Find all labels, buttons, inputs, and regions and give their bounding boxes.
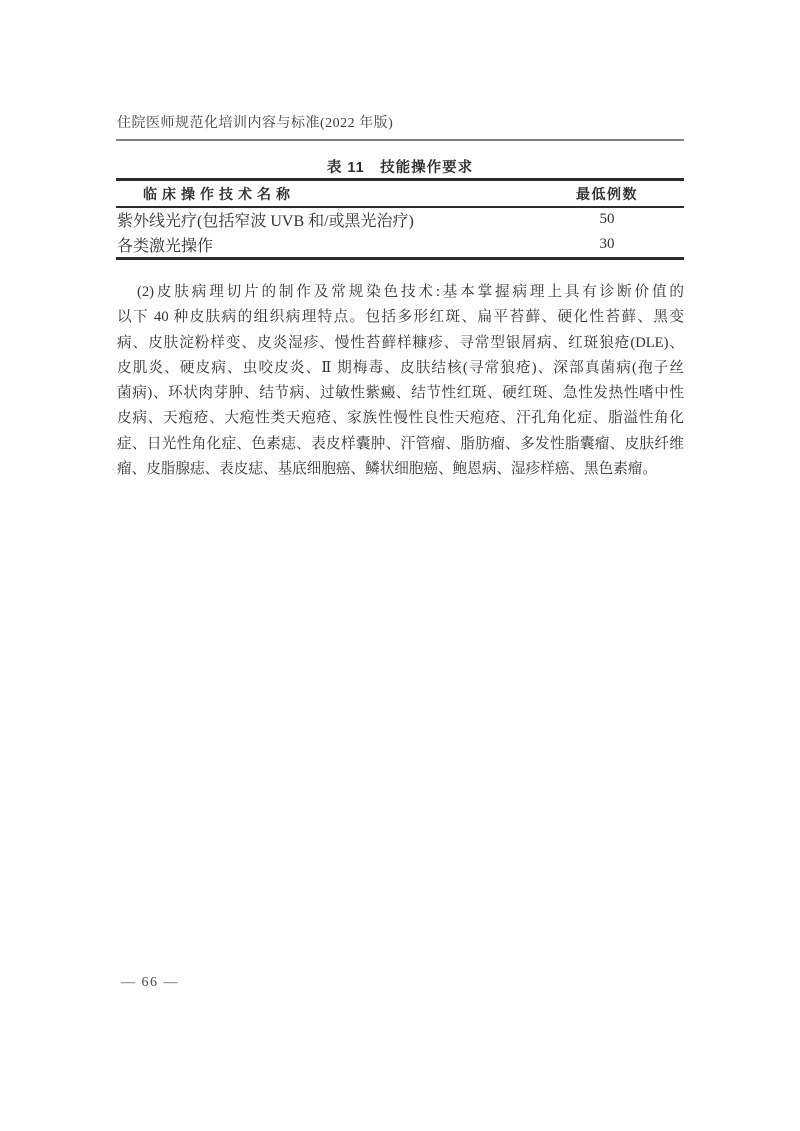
paragraph-line: 瘤、皮脂腺痣、表皮痣、基底细胞癌、鳞状细胞癌、鲍恩病、湿疹样癌、黑色素瘤。 bbox=[117, 461, 657, 478]
paragraph-line: 以下 40 种皮肤病的组织病理特点。包括多形红斑、扁平苔藓、硬化性苔藓、黑变 bbox=[117, 309, 684, 326]
table-bottom-rule bbox=[116, 257, 684, 260]
paragraph-line: 病、皮肤淀粉样变、皮炎湿疹、慢性苔藓样糠疹、寻常型银屑病、红斑狼疮(DLE)、 bbox=[117, 334, 684, 351]
column-header-operation-name: 临床操作技术名称 bbox=[143, 185, 295, 202]
table-row bbox=[116, 232, 684, 257]
table-row bbox=[116, 208, 684, 233]
operation-name-cell: 紫外线光疗(包括窄波 UVB 和/或黑光治疗) bbox=[117, 213, 414, 231]
skills-requirements-table bbox=[116, 178, 684, 260]
paragraph-line: 皮病、天疱疮、大疱性类天疱疮、家族性慢性良性天疱疮、汗孔角化症、脂溢性角化 bbox=[117, 410, 684, 427]
operation-name-cell: 各类激光操作 bbox=[117, 237, 214, 255]
body-paragraph bbox=[117, 280, 684, 482]
column-header-min-cases: 最低例数 bbox=[576, 185, 638, 202]
page-number: — 66 — bbox=[121, 975, 179, 990]
table-header-row bbox=[116, 181, 684, 206]
paragraph-line: 菌病)、环状肉芽肿、结节病、过敏性紫癜、结节性红斑、硬红斑、急性发热性嗜中性 bbox=[117, 385, 684, 402]
paragraph-line: (2)皮肤病理切片的制作及常规染色技术:基本掌握病理上具有诊断价值的 bbox=[137, 284, 684, 300]
min-cases-cell: 30 bbox=[599, 235, 615, 252]
running-header: 住院医师规范化培训内容与标准(2022 年版) bbox=[117, 116, 394, 131]
paragraph-line: 皮肌炎、硬皮病、虫咬皮炎、Ⅱ 期梅毒、皮肤结核(寻常狼疮)、深部真菌病(孢子丝 bbox=[117, 359, 684, 376]
running-header-rule bbox=[116, 139, 684, 141]
table-caption: 表 11 技能操作要求 bbox=[326, 160, 474, 176]
min-cases-cell: 50 bbox=[599, 211, 615, 228]
paragraph-line: 症、日光性角化症、色素痣、表皮样囊肿、汗管瘤、脂肪瘤、多发性脂囊瘤、皮肤纤维 bbox=[117, 435, 684, 452]
